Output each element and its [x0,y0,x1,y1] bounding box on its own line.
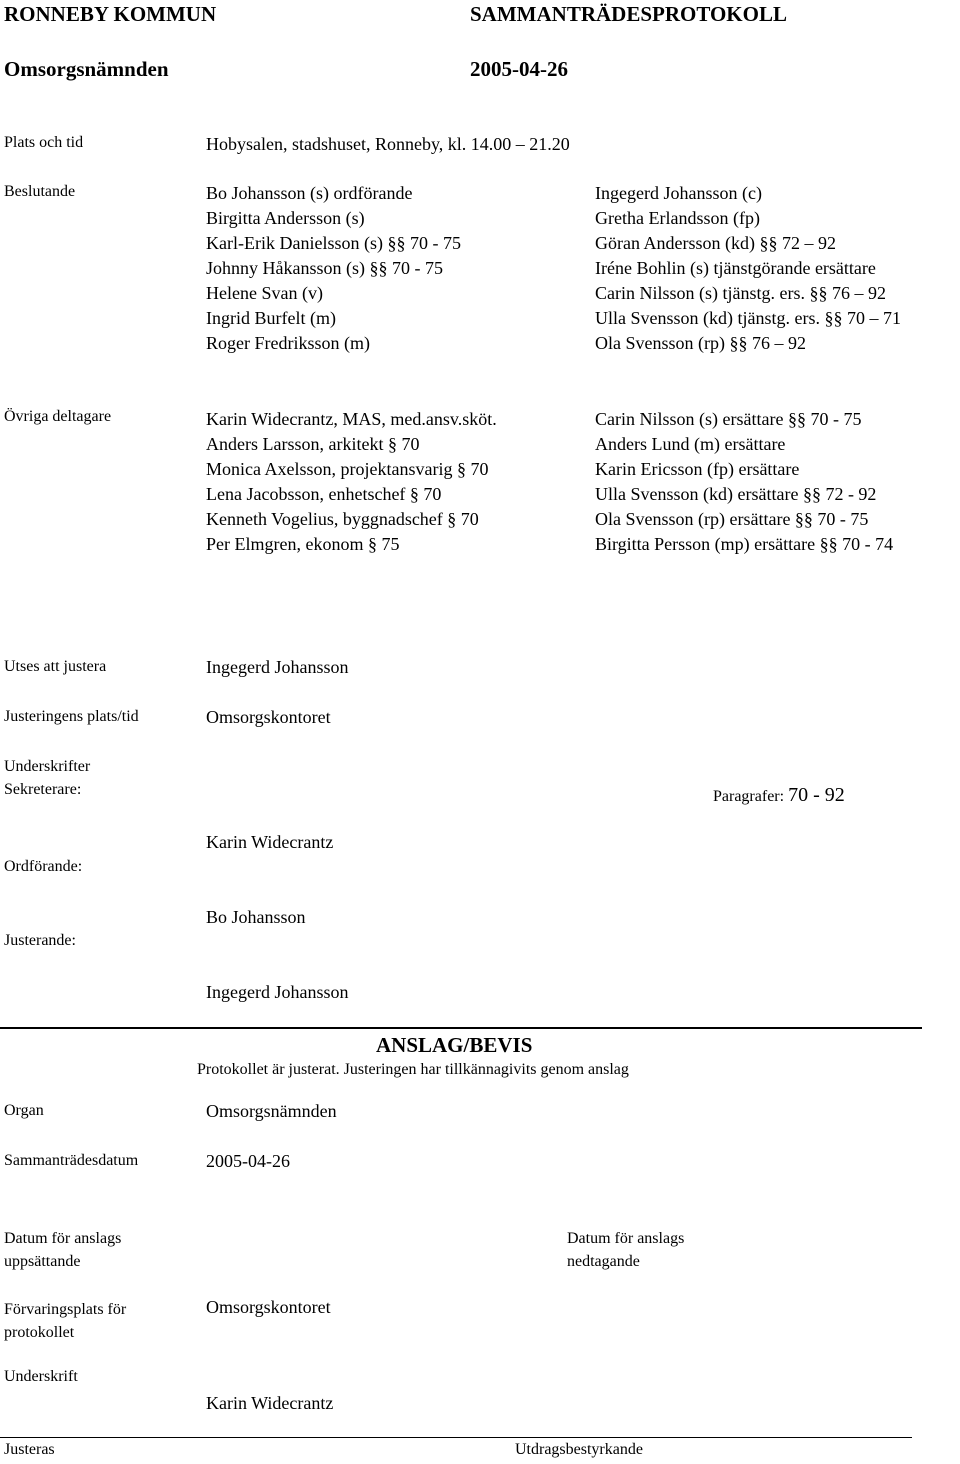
list-item: Bo Johansson (s) ordförande [206,183,413,203]
storage-label-line-1: Förvaringsplats för [4,1301,127,1318]
document-date: 2005-04-26 [470,57,568,81]
municipality-name: RONNEBY KOMMUN [4,2,217,26]
list-item: Ingegerd Johansson (c) [595,183,762,203]
signature-name: Karin Widecrantz [206,1393,334,1413]
posting-date-label-line-2: uppsättande [4,1253,81,1270]
adjuster-name: Ingegerd Johansson [206,982,349,1002]
posting-date-label [4,1227,121,1273]
list-item: Karin Ericsson (fp) ersättare [595,459,800,479]
list-item: Karin Widecrantz, MAS, med.ansv.sköt. [206,409,497,429]
list-item: Ola Svensson (rp) §§ 76 – 92 [595,333,806,353]
document-type: SAMMANTRÄDESPROTOKOLL [470,2,787,26]
list-item: Anders Larsson, arkitekt § 70 [206,434,420,454]
list-item: Birgitta Persson (mp) ersättare §§ 70 - 74 [595,534,894,554]
list-item: Ingrid Burfelt (m) [206,308,336,328]
other-participants-left-list [206,407,497,557]
footer-divider [0,1437,912,1438]
chair-name: Bo Johansson [206,907,306,927]
list-item: Lena Jacobsson, enhetschef § 70 [206,484,442,504]
adjustment-place-value: Omsorgskontoret [206,707,331,727]
decision-makers-right-list [595,181,901,356]
list-item: Gretha Erlandsson (fp) [595,208,760,228]
other-participants-label: Övriga deltagare [4,408,112,425]
storage-label-line-2: protokollet [4,1324,75,1341]
notice-title: ANSLAG/BEVIS [376,1033,533,1057]
list-item: Anders Lund (m) ersättare [595,434,786,454]
adjuster-label: Justerande: [4,932,76,949]
other-participants-right-list [595,407,893,557]
list-item: Monica Axelsson, projektansvarig § 70 [206,459,489,479]
removal-date-label [567,1227,684,1273]
signatures-heading: Underskrifter [4,758,91,775]
divider [0,1027,922,1029]
list-item: Birgitta Andersson (s) [206,208,365,228]
list-item: Johnny Håkansson (s) §§ 70 - 75 [206,258,443,278]
meeting-date-label: Sammanträdesdatum [4,1152,139,1169]
decision-makers-left-list [206,181,461,356]
secretary-label: Sekreterare: [4,781,82,798]
footer-extract-certification: Utdragsbestyrkande [515,1441,643,1458]
list-item: Per Elmgren, ekonom § 75 [206,534,400,554]
storage-label [4,1298,126,1344]
list-item: Kenneth Vogelius, byggnadschef § 70 [206,509,479,529]
list-item: Karl-Erik Danielsson (s) §§ 70 - 75 [206,233,461,253]
place-label: Plats och tid [4,134,84,151]
list-item: Ulla Svensson (kd) ersättare §§ 72 - 92 [595,484,877,504]
storage-value: Omsorgskontoret [206,1297,331,1317]
list-item: Carin Nilsson (s) tjänstg. ers. §§ 76 – 92 [595,283,886,303]
appointed-adjuster-label: Utses att justera [4,658,107,675]
place-value: Hobysalen, stadshuset, Ronneby, kl. 14.00 – 21.20 [206,134,570,154]
notice-text: Protokollet är justerat. Justeringen har tillkännagivits genom anslag [197,1061,629,1078]
decision-makers-label: Beslutande [4,183,76,200]
appointed-adjuster-value: Ingegerd Johansson [206,657,349,677]
list-item: Iréne Bohlin (s) tjänstgörande ersättare [595,258,876,278]
paragraphs-label: Paragrafer: [713,788,785,805]
list-item: Ola Svensson (rp) ersättare §§ 70 - 75 [595,509,869,529]
paragraphs [713,784,845,807]
paragraphs-value: 70 - 92 [788,784,845,806]
adjustment-place-label: Justeringens plats/tid [4,708,139,725]
list-item: Roger Fredriksson (m) [206,333,370,353]
organ-label: Organ [4,1102,44,1119]
posting-date-label-line-1: Datum för anslags [4,1230,122,1247]
list-item: Göran Andersson (kd) §§ 72 – 92 [595,233,836,253]
chair-label: Ordförande: [4,858,83,875]
organ-value: Omsorgsnämnden [206,1101,337,1121]
removal-date-label-line-2: nedtagande [567,1253,640,1270]
signature-label: Underskrift [4,1368,78,1385]
list-item: Helene Svan (v) [206,283,323,303]
meeting-date-value: 2005-04-26 [206,1151,290,1171]
secretary-name: Karin Widecrantz [206,832,334,852]
list-item: Ulla Svensson (kd) tjänstg. ers. §§ 70 – 71 [595,308,901,328]
list-item: Carin Nilsson (s) ersättare §§ 70 - 75 [595,409,862,429]
committee-name: Omsorgsnämnden [4,57,169,81]
removal-date-label-line-1: Datum för anslags [567,1230,685,1247]
footer-adjusted: Justeras [4,1441,55,1458]
